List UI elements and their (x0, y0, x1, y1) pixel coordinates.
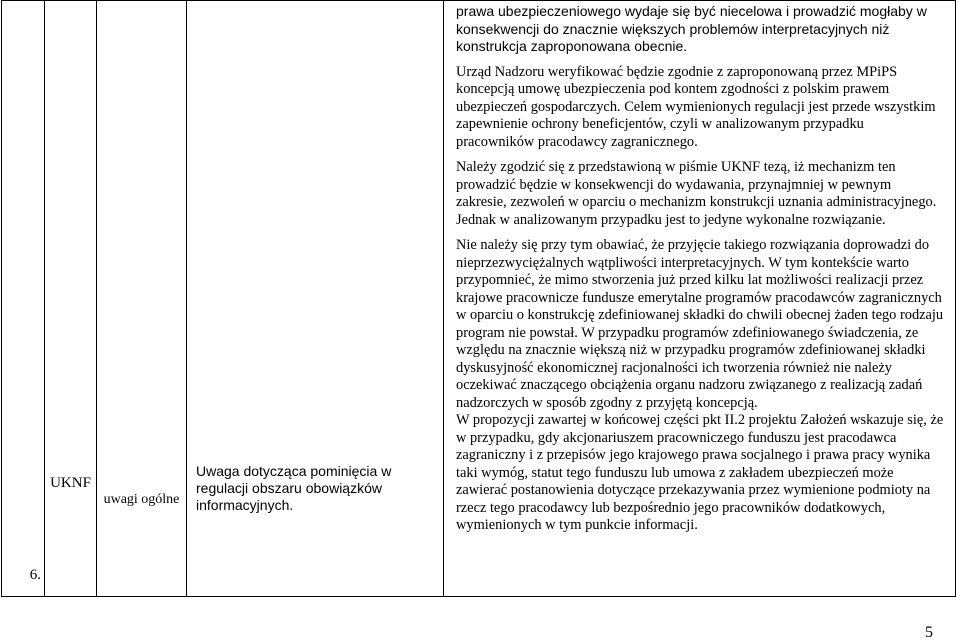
page-number: 5 (925, 624, 933, 641)
source-label: UKNF (50, 475, 91, 491)
response-paragraph-4: Nie należy się przy tym obawiać, że przyjęcie takiego rozwiązania doprowadzi do nieprzezwyciężalnych wątpliwości interpretacyjnych. W tym kontekście warto przypomnieć, że mimo stworzenia już przed kilku lat możliwości realizacji przez krajowe pracownicze fundusze emerytalne programów pracodawców zagranicznych w oparciu o konstrukcję zdefiniowanej składki do chwili obecnej żaden tego rodzaju program nie powstał. W przypadku programów zdefiniowanego świadczenia, ze względu na znacznie większą niż w przypadku programów zdefiniowanej składki dyskusyjność ekonomicznej racjonalności ich tworzenia również nie należy oczekiwać znaczącego obciążenia organu nadzoru związanego z realizacją zadań nadzorczych w sposób zgodny z przyjętą koncepcją. (456, 237, 944, 411)
document-table (1, 0, 956, 597)
remark-type-cell (97, 1, 187, 597)
remark-cell (187, 1, 444, 597)
response-cell (444, 1, 956, 597)
row-number-cell (2, 1, 45, 597)
remark-text: Uwaga dotycząca pominięcia w regulacji obszaru obowiązków informacyjnych. (196, 463, 392, 513)
row-number: 6. (29, 567, 41, 583)
remark-type-label: uwagi ogólne (103, 492, 180, 507)
table-row (2, 1, 956, 597)
response-paragraph-5: W propozycji zawartej w końcowej części pkt II.2 projektu Założeń wskazuje się, że w przypadku, gdy akcjonariuszem pracowniczego funduszu jest pracodawca zagraniczny i z przepisów jego krajowego prawa socjalnego i prawa pracy wynika taki wymóg, statut tego funduszu lub umowa z zakładem ubezpieczeń może zawierać postanowienia dotyczące przekazywania przez wymienione podmioty na rzecz tego pracodawcy lub bezpośrednio jego pracowników dodatkowych, wymienionych w tym punkcie informacji. (456, 412, 944, 533)
response-paragraph-3: Należy zgodzić się z przedstawioną w piśmie UKNF tezą, iż mechanizm ten prowadzić będzie w konsekwencji do wydawania, przynajmniej w pewnym zakresie, zezwoleń w oparciu o mechanizm konstrukcji uznania administracyjnego. Jednak w analizowanym przypadku jest to jedyne wykonalne rozwiązanie. (456, 159, 937, 228)
response-paragraph-2: Urząd Nadzoru weryfikować będzie zgodnie z zaproponowaną przez MPiPS koncepcją umowę ubezpieczenia pod kontem zgodności z polskim prawem ubezpieczeń gospodarczych. Celem wymienionych regulacji jest przede wszystkim zapewnienie ochrony beneficjentów, czyli w analizowanym przypadku pracowników pracodawcy zagranicznego. (456, 63, 936, 150)
source-cell (45, 1, 97, 597)
response-paragraph-1: prawa ubezpieczeniowego wydaje się być niecelowa i prowadzić mogłaby w konsekwencji do znacznie większych problemów interpretacyjnych niż konstrukcja zaproponowana obecnie. (456, 3, 927, 54)
